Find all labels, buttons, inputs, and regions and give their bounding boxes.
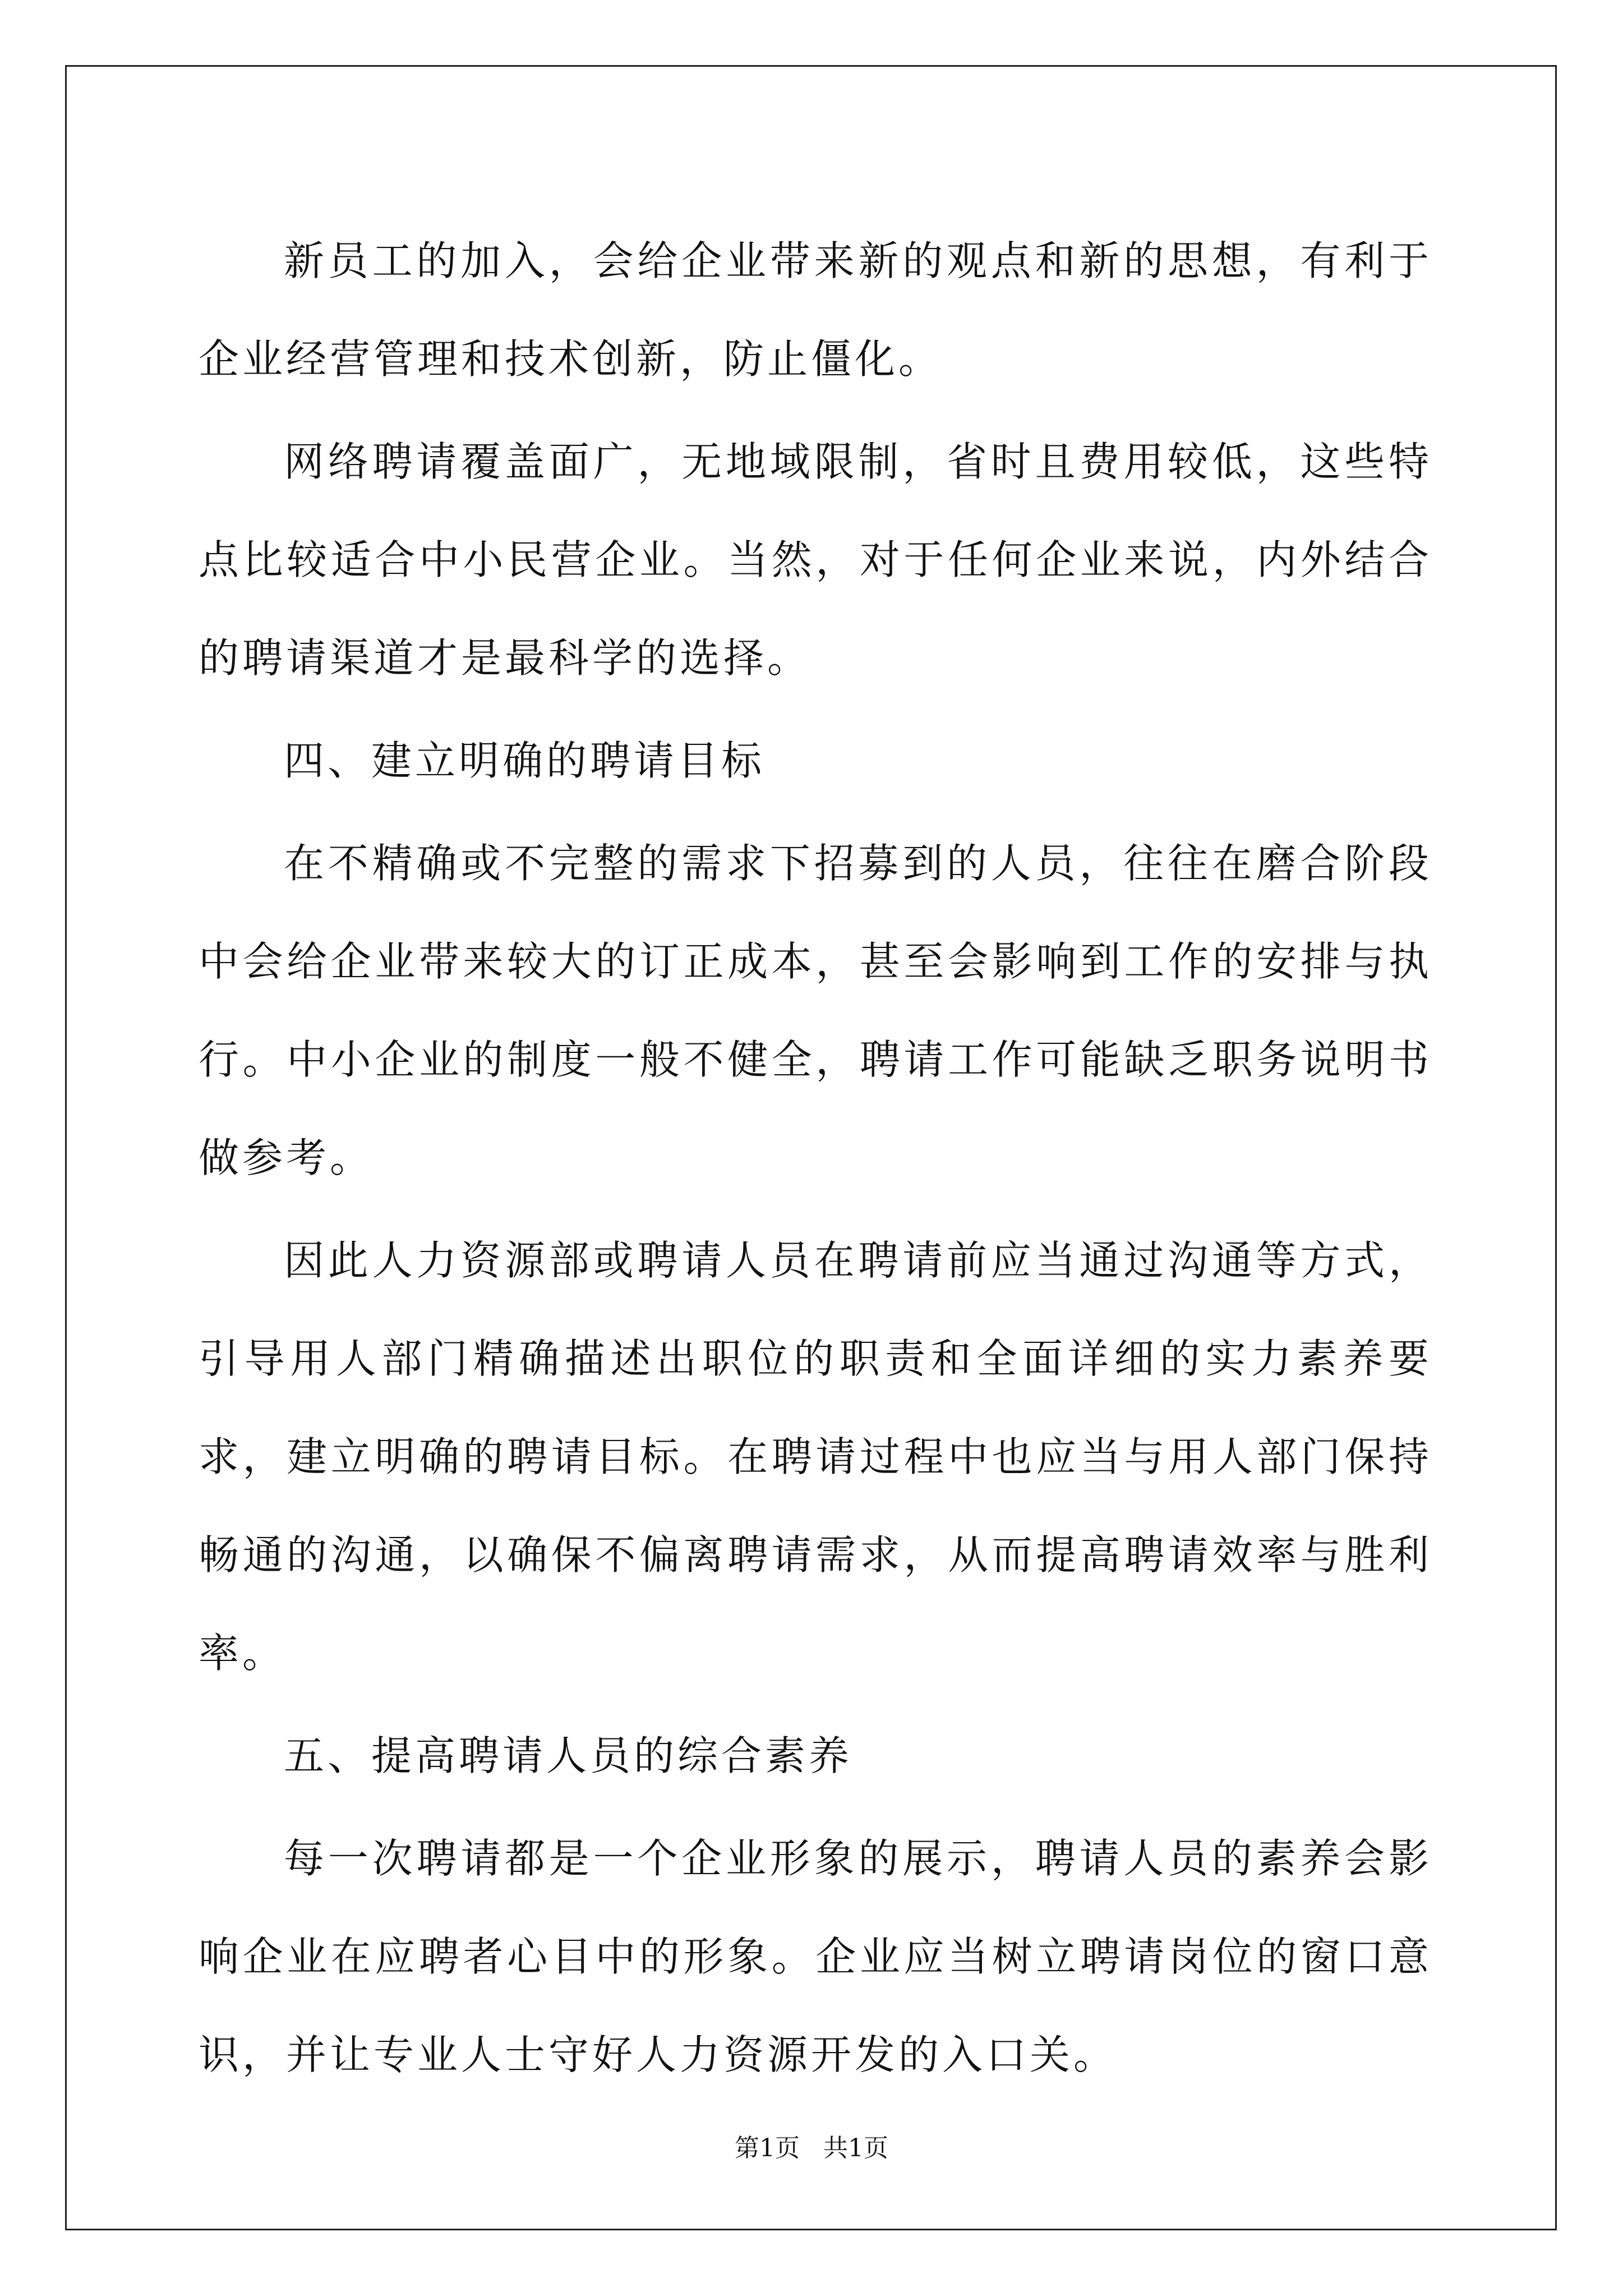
- paragraph: 新员工的加入，会给企业带来新的观点和新的思想，有利于企业经营管理和技术创新，防止僵化。: [199, 237, 1432, 383]
- section-heading: 五、提高聘请人员的综合素养: [284, 1732, 853, 1779]
- section-heading: 四、建立明确的聘请目标: [284, 737, 766, 784]
- paragraph: 在不精确或不完整的需求下招募到的人员，往往在磨合阶段中会给企业带来较大的订正成本，甚至会影响到工作的安排与执行。中小企业的制度一般不健全，聘请工作可能缺乏职务说明书做参考。: [199, 840, 1432, 1181]
- document-body: [199, 212, 1432, 2109]
- paragraph: 网络聘请覆盖面广，无地域限制，省时且费用较低，这些特点比较适合中小民营企业。当然，对于任何企业来说，内外结合的聘请渠道才是最科学的选择。: [199, 438, 1432, 682]
- paragraph: 每一次聘请都是一个企业形象的展示，聘请人员的素养会影响企业在应聘者心目中的形象。企业应当树立聘请岗位的窗口意识，并让专业人士守好人力资源开发的入口关。: [199, 1835, 1432, 2078]
- page-total: 共1页: [823, 2134, 888, 2162]
- page-footer: [0, 2132, 1623, 2165]
- page-number: 第1页: [735, 2134, 800, 2162]
- paragraph: 因此人力资源部或聘请人员在聘请前应当通过沟通等方式，引导用人部门精确描述出职位的职责和全面详细的实力素养要求，建立明确的聘请目标。在聘请过程中也应当与用人部门保持畅通的沟通，以确保不偏离聘请需求，从而提高聘请效率与胜利率。: [199, 1237, 1432, 1677]
